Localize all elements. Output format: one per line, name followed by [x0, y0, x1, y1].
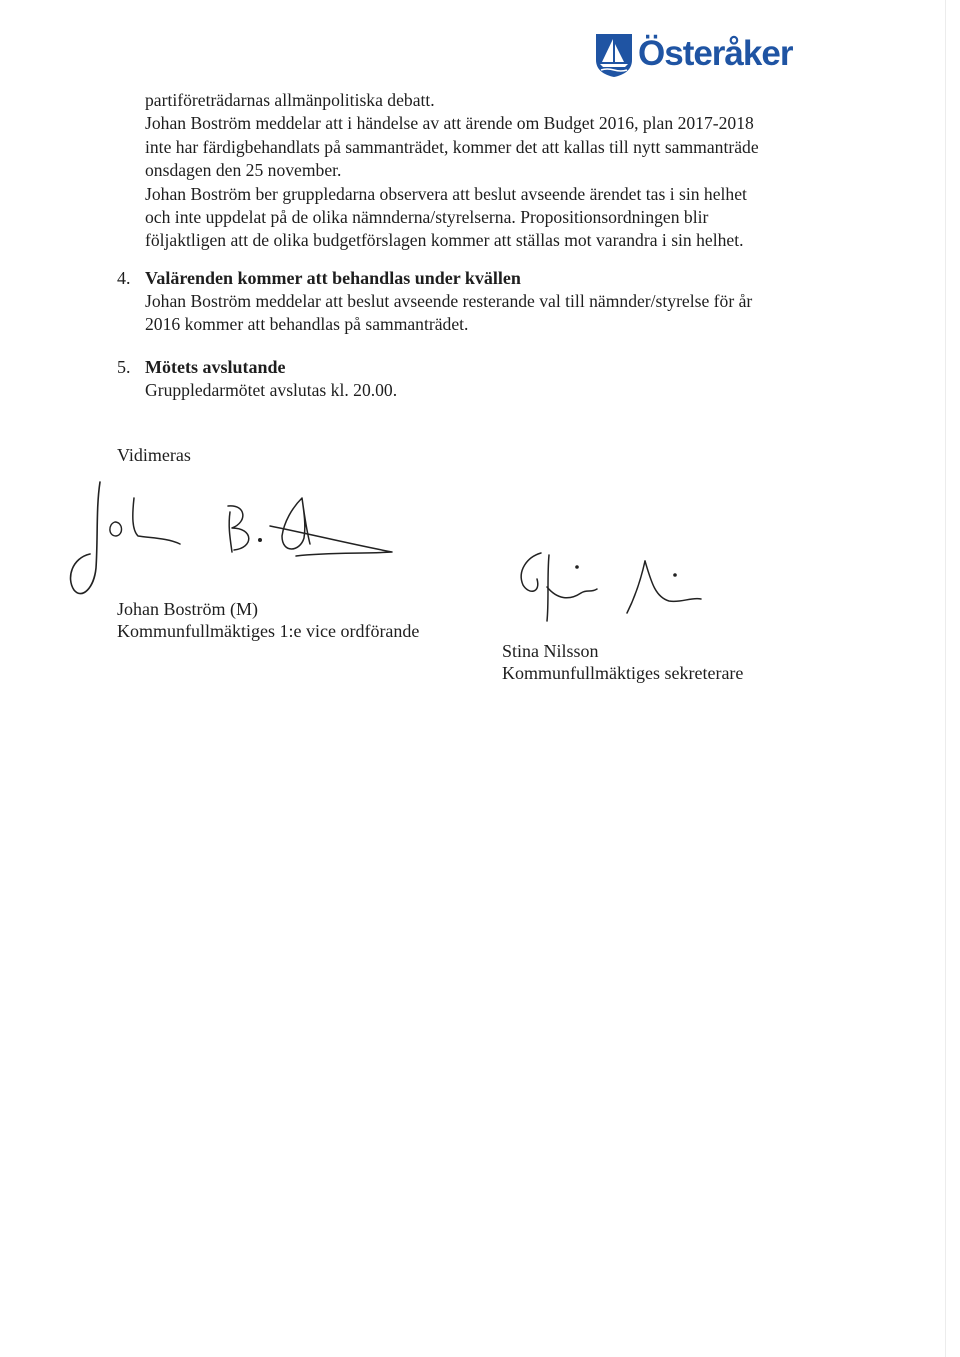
osteraker-logo — [594, 32, 804, 80]
signatory-left-name: Johan Boström (M) — [117, 599, 258, 619]
intro-paragraph — [145, 89, 805, 253]
section-4-heading: Valärenden kommer att behandlas under kvällen — [145, 268, 521, 288]
section-5-number: 5. — [117, 357, 131, 377]
intro-line: följaktligen att de olika budgetförslagen kommer att ställas mot varandra i sin helhet. — [145, 230, 744, 251]
section-4-line: 2016 kommer att behandlas på sammanträdet. — [145, 314, 469, 335]
section-5-line: Gruppledarmötet avslutas kl. 20.00. — [145, 380, 398, 400]
section-4-number: 4. — [117, 268, 131, 288]
section-5-heading: Mötets avslutande — [145, 357, 286, 377]
intro-line: och inte uppdelat på de olika nämnderna/styrelserna. Propositionsordningen blir — [145, 207, 709, 228]
section-4-line: Johan Boström meddelar att beslut avseende resterande val till nämnder/styrelse för år — [145, 291, 753, 311]
intro-line: Johan Boström meddelar att i händelse av att ärende om Budget 2016, plan 2017-2018 — [145, 113, 754, 134]
signature-johan-bostrom — [60, 478, 400, 608]
intro-line: inte har färdigbehandlats på sammanträdet, kommer det att kallas till nytt sammanträde — [145, 136, 759, 157]
municipal-crest-icon — [594, 32, 634, 78]
intro-line: Johan Boström ber gruppledarna observera att beslut avseende ärendet tas i sin helhet — [145, 183, 747, 204]
signatory-right-title: Kommunfullmäktiges sekreterare — [502, 663, 744, 683]
verification-label: Vidimeras — [117, 445, 191, 465]
signatory-right-name: Stina Nilsson — [502, 641, 599, 661]
signature-stina-nilsson — [505, 545, 715, 625]
signatory-left-title: Kommunfullmäktiges 1:e vice ordförande — [117, 621, 420, 641]
section-5-body — [145, 379, 805, 402]
logo-wordmark: Österåker — [638, 34, 793, 73]
scan-edge-line — [945, 0, 946, 1357]
section-4-body — [145, 290, 805, 337]
intro-line: onsdagen den 25 november. — [145, 160, 342, 181]
intro-line: partiföreträdarnas allmänpolitiska debatt. — [145, 90, 435, 110]
